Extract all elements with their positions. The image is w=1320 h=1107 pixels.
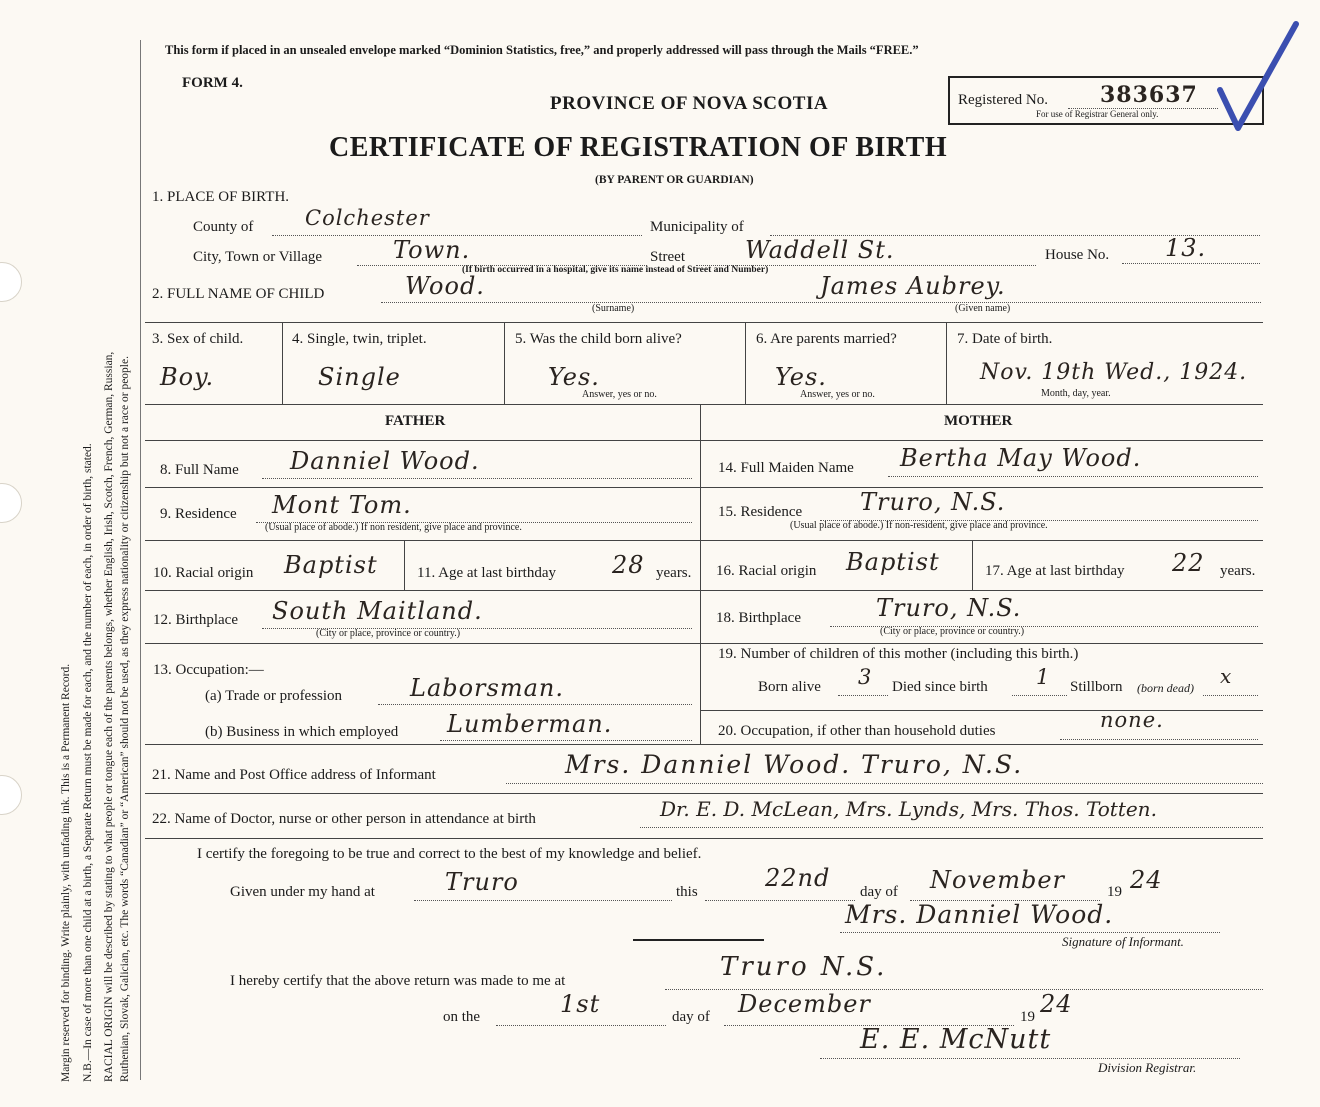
father-name-value: Danniel Wood. <box>290 447 480 475</box>
mother-residence-label: 15. Residence <box>718 504 803 520</box>
registered-number-value: 383637 <box>1100 82 1198 108</box>
margin-note-multiple-births: N.B.—In case of more than one child at a birth, a Separate Return must be made for each, and the number of each, in order of birth, stated. <box>82 443 94 1082</box>
county-label: County of <box>193 219 254 235</box>
parents-married-label: 6. Are parents married? <box>756 331 897 347</box>
father-birthplace-label: 12. Birthplace <box>153 612 238 628</box>
born-alive-count-value: 3 <box>858 665 873 689</box>
informant-signature-caption: Signature of Informant. <box>1062 934 1184 949</box>
binder-hole-bottom <box>0 775 22 815</box>
rule-below-parents-heading <box>145 440 1263 441</box>
given-day-line <box>705 900 855 901</box>
sex-value: Boy. <box>160 363 215 391</box>
stillborn-value: x <box>1220 664 1233 688</box>
stillborn-label: Stillborn <box>1070 679 1123 695</box>
mother-birthplace-label: 18. Birthplace <box>716 610 801 626</box>
mother-racial-label: 16. Racial origin <box>716 563 817 579</box>
informant-signature: Mrs. Danniel Wood. <box>845 900 1114 929</box>
mother-name-label: 14. Full Maiden Name <box>718 460 854 476</box>
city-value: Town. <box>393 236 471 264</box>
born-alive-value: Yes. <box>548 363 600 391</box>
given-place-value: Truro <box>445 868 519 896</box>
died-since-birth-line <box>1012 695 1067 696</box>
mother-heading: MOTHER <box>944 413 1013 429</box>
informant-label: 21. Name and Post Office address of Informant <box>152 767 436 783</box>
mother-age-label: 17. Age at last birthday <box>985 563 1125 579</box>
mother-birthplace-caption: (City or place, province or country.) <box>880 626 1025 637</box>
rule-below-racial-row <box>145 590 1263 591</box>
house-number-label: House No. <box>1045 247 1110 263</box>
mother-age-value: 22 <box>1172 549 1205 577</box>
father-residence-value: Mont Tom. <box>272 491 412 519</box>
separator-bar <box>633 939 764 941</box>
informant-line <box>506 783 1263 784</box>
given-place-line <box>414 900 672 901</box>
margin-note-racial-origin-2: Ruthenian, Slovak, Galician, etc. The words “Canadian” or “American” should not be used, as they express nationality or citizenship but not a race or people. <box>119 356 131 1082</box>
parents-married-value: Yes. <box>775 363 827 391</box>
mother-rule-above-occupation <box>701 710 1263 711</box>
place-of-birth-heading: 1. PLACE OF BIRTH. <box>152 189 290 205</box>
house-number-value: 13. <box>1165 234 1207 262</box>
registrar-signature-line <box>820 1058 1240 1059</box>
street-value: Waddell St. <box>745 236 895 264</box>
rule-below-doctor <box>145 838 1263 839</box>
municipality-label: Municipality of <box>650 219 744 235</box>
father-name-label: 8. Full Name <box>160 462 239 478</box>
died-since-birth-value: 1 <box>1036 665 1051 689</box>
father-business-label: (b) Business in which employed <box>205 724 399 740</box>
parents-married-caption: Answer, yes or no. <box>800 389 875 400</box>
county-value: Colchester <box>305 206 430 230</box>
father-racial-value: Baptist <box>284 551 378 579</box>
registrar-day-of-label: day of <box>672 1009 710 1025</box>
margin-note-binding: Margin reserved for binding. Write plainly, with unfading ink. This is a Permanent Record. <box>60 663 72 1082</box>
single-twin-value: Single <box>318 363 401 391</box>
rule-above-parents <box>145 404 1263 405</box>
date-of-birth-caption: Month, day, year. <box>1041 388 1111 399</box>
rule-below-parents-block <box>145 744 1263 745</box>
rule-below-birthplace-row <box>145 643 1263 644</box>
mother-birthplace-value: Truro, N.S. <box>876 594 1022 622</box>
father-residence-caption: (Usual place of abode.) If non resident, give place and province. <box>265 522 522 533</box>
checkmark-icon <box>1210 18 1300 138</box>
rule-above-row3 <box>145 322 1263 323</box>
doctor-label: 22. Name of Doctor, nurse or other person in attendance at birth <box>152 811 536 827</box>
house-number-line <box>1122 263 1260 264</box>
father-racial-label: 10. Racial origin <box>153 565 254 581</box>
mail-notice: This form if placed in an unsealed envelope marked “Dominion Statistics, free,” and properly addressed will pass through the Mails “FREE.” <box>165 43 919 57</box>
child-given-name-value: James Aubrey. <box>820 272 1006 300</box>
mother-name-line <box>888 476 1258 477</box>
father-age-value: 28 <box>612 551 645 579</box>
row3-divider-3 <box>745 322 746 404</box>
doctor-value: Dr. E. D. McLean, Mrs. Lynds, Mrs. Thos. Totten. <box>660 797 1157 821</box>
mother-occupation-value: none. <box>1100 708 1164 732</box>
father-age-divider <box>404 540 405 590</box>
hospital-note: (If birth occurred in a hospital, give its name instead of Street and Number) <box>462 265 769 275</box>
registrar-year-value: 24 <box>1040 990 1073 1018</box>
informant-value: Mrs. Danniel Wood. Truro, N.S. <box>565 750 1024 779</box>
father-name-line <box>262 478 692 479</box>
mother-occupation-line <box>1060 739 1258 740</box>
registrar-day-line <box>496 1025 666 1026</box>
born-alive-count-line <box>838 695 888 696</box>
sex-label: 3. Sex of child. <box>152 331 244 347</box>
given-under-label: Given under my hand at <box>230 884 375 900</box>
registrar-day-value: 1st <box>560 990 601 1018</box>
row3-divider-1 <box>282 322 283 404</box>
mother-age-divider <box>972 540 973 590</box>
father-trade-value: Laborsman. <box>410 674 564 702</box>
doctor-line <box>640 827 1263 828</box>
given-day-value: 22nd <box>765 864 831 892</box>
registrar-month-value: December <box>738 990 871 1018</box>
binder-hole-middle <box>0 483 22 523</box>
margin-divider <box>140 40 141 1080</box>
province-heading: PROVINCE OF NOVA SCOTIA <box>550 93 829 114</box>
registrar-signature: E. E. McNutt <box>860 1024 1052 1055</box>
rule-below-name-row <box>145 487 1263 488</box>
registrar-place-value: Truro N.S. <box>720 952 888 982</box>
date-of-birth-value: Nov. 19th Wed., 1924. <box>980 360 1248 385</box>
father-years-label: years. <box>656 565 692 581</box>
certificate-subtitle: (BY PARENT OR GUARDIAN) <box>595 174 754 186</box>
given-month-value: November <box>930 866 1066 894</box>
rule-below-residence-row <box>145 540 1263 541</box>
certification-statement: I certify the foregoing to be true and correct to the best of my knowledge and belief. <box>197 846 702 862</box>
date-of-birth-label: 7. Date of birth. <box>957 331 1053 347</box>
day-of-label: day of <box>860 884 898 900</box>
born-alive-caption: Answer, yes or no. <box>582 389 657 400</box>
mother-name-value: Bertha May Wood. <box>900 444 1142 472</box>
father-heading: FATHER <box>385 413 446 429</box>
father-birthplace-caption: (City or place, province or country.) <box>316 628 461 639</box>
mother-racial-value: Baptist <box>846 548 940 576</box>
mother-residence-caption: (Usual place of abode.) If non-resident, give place and province. <box>790 520 1048 531</box>
child-surname-value: Wood. <box>405 272 485 300</box>
binder-hole-top <box>0 262 22 302</box>
single-twin-label: 4. Single, twin, triplet. <box>292 331 427 347</box>
rule-below-informant <box>145 793 1263 794</box>
father-age-label: 11. Age at last birthday <box>417 565 556 581</box>
father-trade-label: (a) Trade or profession <box>205 688 343 704</box>
children-count-label: 19. Number of children of this mother (including this birth.) <box>718 646 1079 662</box>
father-business-value: Lumberman. <box>447 710 613 738</box>
row3-divider-4 <box>946 322 947 404</box>
registrar-note: For use of Registrar General only. <box>1036 109 1159 119</box>
father-occupation-label: 13. Occupation:— <box>153 662 264 678</box>
stillborn-note: (born dead) <box>1137 681 1194 695</box>
margin-note-racial-origin-1: RACIAL ORIGIN will be described by stating to what people or tongue each of the parents belongs, whether English, Irish, Scotch, French, German, Russian, <box>103 351 115 1082</box>
registrar-year-prefix: 19 <box>1020 1009 1035 1025</box>
father-trade-line <box>378 704 692 705</box>
informant-signature-line <box>840 932 1220 933</box>
given-year-prefix: 19 <box>1107 884 1122 900</box>
mother-occupation-label: 20. Occupation, if other than household duties <box>718 723 996 739</box>
father-birthplace-value: South Maitland. <box>272 597 483 625</box>
given-year-value: 24 <box>1130 866 1163 894</box>
born-alive-label: 5. Was the child born alive? <box>515 331 682 347</box>
mother-years-label: years. <box>1220 563 1256 579</box>
registrar-caption: Division Registrar. <box>1098 1060 1197 1075</box>
mother-residence-value: Truro, N.S. <box>860 488 1006 516</box>
certificate-title: CERTIFICATE OF REGISTRATION OF BIRTH <box>329 132 948 163</box>
form-number: FORM 4. <box>182 75 243 91</box>
city-label: City, Town or Village <box>193 249 323 265</box>
row3-divider-2 <box>504 322 505 404</box>
child-name-line <box>381 302 1261 303</box>
father-business-line <box>440 740 692 741</box>
this-label: this <box>676 884 698 900</box>
street-label: Street <box>650 249 685 265</box>
registered-number-label: Registered No. <box>958 92 1048 108</box>
father-residence-label: 9. Residence <box>160 506 237 522</box>
child-given-name-caption: (Given name) <box>955 303 1011 314</box>
parents-center-divider <box>700 404 701 744</box>
born-alive-count-label: Born alive <box>758 679 821 695</box>
died-since-birth-label: Died since birth <box>892 679 988 695</box>
child-name-label: 2. FULL NAME OF CHILD <box>152 286 325 302</box>
stillborn-line <box>1203 695 1258 696</box>
registrar-statement: I hereby certify that the above return was made to me at <box>230 973 566 989</box>
on-the-label: on the <box>443 1009 481 1025</box>
child-surname-caption: (Surname) <box>592 303 635 314</box>
